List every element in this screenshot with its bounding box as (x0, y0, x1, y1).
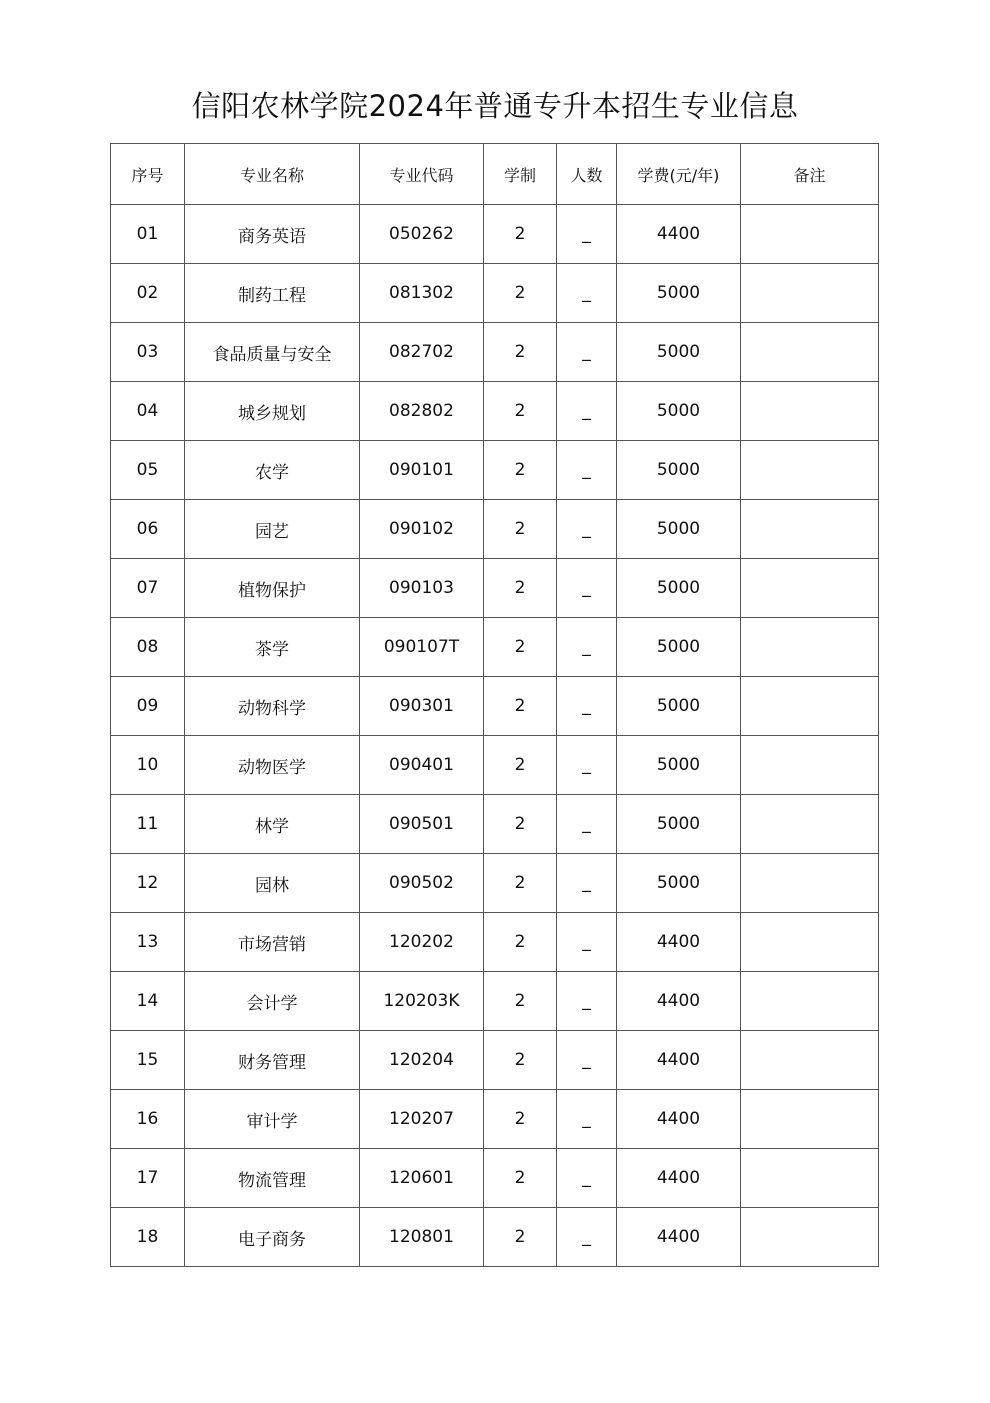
cell-duration: 2 (484, 323, 557, 382)
cell-major-name: 园林 (185, 854, 360, 913)
cell-duration: 2 (484, 1208, 557, 1267)
cell-no: 11 (111, 795, 185, 854)
cell-major-name: 食品质量与安全 (185, 323, 360, 382)
cell-major-name: 市场营销 (185, 913, 360, 972)
cell-no: 03 (111, 323, 185, 382)
cell-fee: 5000 (617, 854, 741, 913)
table-row (111, 618, 879, 677)
cell-major-name: 物流管理 (185, 1149, 360, 1208)
cell-count: _ (557, 736, 617, 795)
cell-fee: 5000 (617, 441, 741, 500)
header-duration: 学制 (484, 144, 557, 205)
cell-major-code: 120801 (360, 1208, 484, 1267)
cell-fee: 5000 (617, 559, 741, 618)
cell-major-name: 茶学 (185, 618, 360, 677)
table-row (111, 854, 879, 913)
cell-duration: 2 (484, 913, 557, 972)
cell-note (741, 677, 879, 736)
table-row (111, 1149, 879, 1208)
cell-major-name: 审计学 (185, 1090, 360, 1149)
cell-duration: 2 (484, 1031, 557, 1090)
table-row (111, 441, 879, 500)
cell-note (741, 1031, 879, 1090)
cell-count: _ (557, 264, 617, 323)
cell-count: _ (557, 559, 617, 618)
cell-duration: 2 (484, 854, 557, 913)
cell-duration: 2 (484, 1090, 557, 1149)
cell-duration: 2 (484, 205, 557, 264)
cell-fee: 4400 (617, 1031, 741, 1090)
cell-note (741, 500, 879, 559)
table-row (111, 1090, 879, 1149)
cell-major-name: 会计学 (185, 972, 360, 1031)
cell-major-name: 园艺 (185, 500, 360, 559)
cell-note (741, 323, 879, 382)
cell-count: _ (557, 1090, 617, 1149)
table-row (111, 205, 879, 264)
cell-major-code: 090401 (360, 736, 484, 795)
cell-no: 09 (111, 677, 185, 736)
table-row (111, 1208, 879, 1267)
table-row (111, 795, 879, 854)
cell-note (741, 205, 879, 264)
cell-note (741, 441, 879, 500)
cell-major-code: 050262 (360, 205, 484, 264)
cell-duration: 2 (484, 441, 557, 500)
cell-major-name: 林学 (185, 795, 360, 854)
cell-no: 13 (111, 913, 185, 972)
cell-note (741, 736, 879, 795)
cell-no: 15 (111, 1031, 185, 1090)
cell-no: 07 (111, 559, 185, 618)
cell-major-code: 081302 (360, 264, 484, 323)
cell-count: _ (557, 913, 617, 972)
cell-duration: 2 (484, 736, 557, 795)
cell-note (741, 1149, 879, 1208)
cell-major-code: 090103 (360, 559, 484, 618)
cell-note (741, 972, 879, 1031)
cell-no: 05 (111, 441, 185, 500)
cell-count: _ (557, 205, 617, 264)
cell-fee: 5000 (617, 677, 741, 736)
header-note: 备注 (741, 144, 879, 205)
table-row (111, 1031, 879, 1090)
cell-major-code: 120207 (360, 1090, 484, 1149)
cell-no: 14 (111, 972, 185, 1031)
cell-count: _ (557, 441, 617, 500)
cell-fee: 5000 (617, 500, 741, 559)
cell-no: 01 (111, 205, 185, 264)
cell-count: _ (557, 618, 617, 677)
majors-table (110, 143, 879, 1267)
cell-fee: 4400 (617, 1090, 741, 1149)
cell-major-name: 制药工程 (185, 264, 360, 323)
cell-count: _ (557, 972, 617, 1031)
cell-note (741, 854, 879, 913)
table-row (111, 500, 879, 559)
cell-note (741, 382, 879, 441)
cell-major-code: 082702 (360, 323, 484, 382)
cell-note (741, 1090, 879, 1149)
cell-no: 08 (111, 618, 185, 677)
table-row (111, 677, 879, 736)
cell-fee: 5000 (617, 618, 741, 677)
cell-major-name: 财务管理 (185, 1031, 360, 1090)
cell-no: 12 (111, 854, 185, 913)
cell-major-code: 090501 (360, 795, 484, 854)
header-count: 人数 (557, 144, 617, 205)
cell-fee: 5000 (617, 323, 741, 382)
cell-fee: 5000 (617, 736, 741, 795)
cell-note (741, 618, 879, 677)
cell-major-name: 农学 (185, 441, 360, 500)
cell-major-code: 090102 (360, 500, 484, 559)
table-row (111, 264, 879, 323)
cell-major-name: 动物科学 (185, 677, 360, 736)
cell-fee: 5000 (617, 795, 741, 854)
cell-count: _ (557, 500, 617, 559)
cell-major-name: 动物医学 (185, 736, 360, 795)
cell-count: _ (557, 382, 617, 441)
cell-note (741, 559, 879, 618)
cell-duration: 2 (484, 559, 557, 618)
cell-duration: 2 (484, 500, 557, 559)
cell-major-code: 090301 (360, 677, 484, 736)
cell-fee: 4400 (617, 972, 741, 1031)
table-row (111, 736, 879, 795)
cell-duration: 2 (484, 382, 557, 441)
cell-duration: 2 (484, 618, 557, 677)
cell-major-code: 090101 (360, 441, 484, 500)
table-row (111, 972, 879, 1031)
cell-count: _ (557, 677, 617, 736)
header-fee: 学费(元/年) (617, 144, 741, 205)
table-body (111, 205, 879, 1267)
table-row (111, 559, 879, 618)
cell-major-name: 电子商务 (185, 1208, 360, 1267)
cell-major-name: 植物保护 (185, 559, 360, 618)
cell-note (741, 795, 879, 854)
cell-fee: 5000 (617, 264, 741, 323)
table-row (111, 323, 879, 382)
cell-note (741, 1208, 879, 1267)
cell-duration: 2 (484, 677, 557, 736)
cell-major-code: 090107T (360, 618, 484, 677)
cell-major-code: 120204 (360, 1031, 484, 1090)
cell-fee: 4400 (617, 913, 741, 972)
cell-major-code: 090502 (360, 854, 484, 913)
cell-duration: 2 (484, 972, 557, 1031)
cell-no: 18 (111, 1208, 185, 1267)
cell-count: _ (557, 1208, 617, 1267)
table-header-row (111, 144, 879, 205)
cell-major-name: 城乡规划 (185, 382, 360, 441)
cell-count: _ (557, 323, 617, 382)
cell-count: _ (557, 1031, 617, 1090)
cell-major-code: 120202 (360, 913, 484, 972)
cell-no: 10 (111, 736, 185, 795)
header-no: 序号 (111, 144, 185, 205)
cell-no: 02 (111, 264, 185, 323)
cell-no: 06 (111, 500, 185, 559)
cell-major-name: 商务英语 (185, 205, 360, 264)
cell-count: _ (557, 1149, 617, 1208)
cell-fee: 4400 (617, 1208, 741, 1267)
cell-no: 17 (111, 1149, 185, 1208)
cell-fee: 5000 (617, 382, 741, 441)
cell-fee: 4400 (617, 1149, 741, 1208)
cell-no: 16 (111, 1090, 185, 1149)
cell-duration: 2 (484, 264, 557, 323)
cell-major-code: 082802 (360, 382, 484, 441)
table-row (111, 382, 879, 441)
cell-count: _ (557, 854, 617, 913)
cell-fee: 4400 (617, 205, 741, 264)
page-title: 信阳农林学院2024年普通专升本招生专业信息 (191, 89, 799, 123)
header-major-code: 专业代码 (360, 144, 484, 205)
cell-duration: 2 (484, 1149, 557, 1208)
cell-count: _ (557, 795, 617, 854)
header-major-name: 专业名称 (185, 144, 360, 205)
table-row (111, 913, 879, 972)
cell-major-code: 120203K (360, 972, 484, 1031)
cell-no: 04 (111, 382, 185, 441)
cell-major-code: 120601 (360, 1149, 484, 1208)
cell-duration: 2 (484, 795, 557, 854)
cell-note (741, 913, 879, 972)
cell-note (741, 264, 879, 323)
